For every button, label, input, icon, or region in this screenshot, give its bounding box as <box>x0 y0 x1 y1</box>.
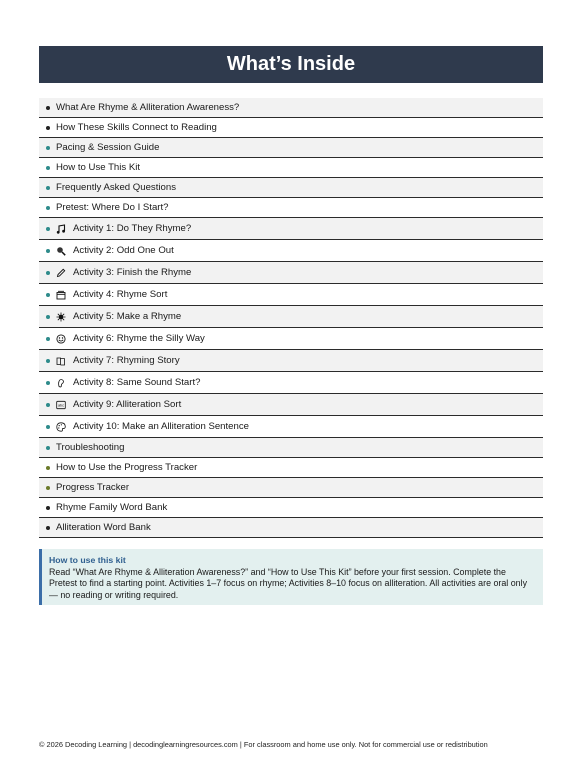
toc-item[interactable] <box>39 98 543 118</box>
bullet-dot <box>46 186 50 190</box>
bullet-dot <box>46 271 50 275</box>
toc-item[interactable] <box>39 350 543 372</box>
toc-item-label: Activity 6: Rhyme the Silly Way <box>73 333 205 344</box>
bullet-dot <box>46 227 50 231</box>
abc-icon <box>56 399 66 410</box>
bullet-dot <box>46 315 50 319</box>
bullet-dot <box>46 293 50 297</box>
page-title: What’s Inside <box>226 53 356 75</box>
toc-item-label: Activity 9: Alliteration Sort <box>73 399 182 410</box>
toc-item[interactable] <box>39 218 543 240</box>
toc-item-label: Activity 4: Rhyme Sort <box>73 289 168 300</box>
file-box-icon <box>56 289 66 300</box>
bullet-dot <box>46 506 50 510</box>
bullet-dot <box>46 206 50 210</box>
toc-item[interactable] <box>39 198 543 218</box>
svg-text:abc: abc <box>57 403 65 408</box>
toc-item-label: Activity 3: Finish the Rhyme <box>73 267 192 278</box>
bullet-dot <box>46 337 50 341</box>
toc-item-label: Activity 7: Rhyming Story <box>73 355 180 366</box>
title-banner <box>39 46 543 83</box>
toc-item[interactable] <box>39 118 543 138</box>
toc-item-label: Progress Tracker <box>56 482 130 493</box>
toc-item-label: Frequently Asked Questions <box>56 182 176 193</box>
toc-item[interactable] <box>39 262 543 284</box>
bullet-dot <box>46 425 50 429</box>
bullet-dot <box>46 526 50 530</box>
toc-item-label: Activity 2: Odd One Out <box>73 245 174 256</box>
callout-title: How to use this kit <box>49 555 126 565</box>
bullet-dot <box>46 106 50 110</box>
bullet-dot <box>46 146 50 150</box>
toc-item-label: Activity 10: Make an Alliteration Sentence <box>73 421 249 432</box>
toc-item-label: Alliteration Word Bank <box>56 522 151 533</box>
sparkle-icon <box>56 311 66 322</box>
toc-item[interactable] <box>39 158 543 178</box>
toc-item[interactable] <box>39 372 543 394</box>
toc-item-label: Rhyme Family Word Bank <box>56 502 168 513</box>
callout-body: Read “What Are Rhyme & Alliteration Awareness?” and “How to Use This Kit” before your first session. Complete the Pretest to find a starting point. Activities 1–7 focus on rhyme; Activities 8–10 focus on alliteration. All activities are oral only — no reading or writing required. <box>49 567 528 600</box>
toc-item-label: Pacing & Session Guide <box>56 142 160 153</box>
toc-item-label: How to Use the Progress Tracker <box>56 462 198 473</box>
toc-item-label: Activity 1: Do They Rhyme? <box>73 223 192 234</box>
pencil-icon <box>56 267 66 278</box>
bullet-dot <box>46 403 50 407</box>
bullet-dot <box>46 381 50 385</box>
toc-item[interactable] <box>39 394 543 416</box>
toc-item-label: Activity 5: Make a Rhyme <box>73 311 182 322</box>
bullet-dot <box>46 249 50 253</box>
book-icon <box>56 355 66 366</box>
ear-icon <box>56 377 66 388</box>
bullet-dot <box>46 466 50 470</box>
toc-item[interactable] <box>39 284 543 306</box>
table-of-contents <box>39 98 543 538</box>
toc-item[interactable] <box>39 328 543 350</box>
toc-item-label: Troubleshooting <box>56 442 125 453</box>
footer-text: © 2026 Decoding Learning | decodinglearningresources.com | For classroom and home use only. Not for commercial use or redistribution <box>39 740 488 749</box>
toc-item-label: How to Use This Kit <box>56 162 141 173</box>
bullet-dot <box>46 486 50 490</box>
bullet-dot <box>46 359 50 363</box>
bullet-dot <box>46 126 50 130</box>
music-note-icon <box>56 223 66 234</box>
toc-item[interactable] <box>39 438 543 458</box>
toc-item[interactable] <box>39 178 543 198</box>
toc-item[interactable] <box>39 498 543 518</box>
bullet-dot <box>46 166 50 170</box>
toc-item-label: Activity 8: Same Sound Start? <box>73 377 201 388</box>
toc-item-label: Pretest: Where Do I Start? <box>56 202 169 213</box>
toc-item[interactable] <box>39 458 543 478</box>
smiley-icon <box>56 333 66 344</box>
toc-item[interactable] <box>39 416 543 438</box>
toc-item-label: What Are Rhyme & Alliteration Awareness? <box>56 102 240 113</box>
toc-item[interactable] <box>39 478 543 498</box>
toc-item-label: How These Skills Connect to Reading <box>56 122 217 133</box>
toc-item[interactable] <box>39 240 543 262</box>
toc-item[interactable] <box>39 306 543 328</box>
magnifier-icon <box>56 245 66 256</box>
how-to-callout <box>39 549 543 605</box>
toc-item[interactable] <box>39 518 543 538</box>
palette-icon <box>56 421 66 432</box>
bullet-dot <box>46 446 50 450</box>
toc-item[interactable] <box>39 138 543 158</box>
